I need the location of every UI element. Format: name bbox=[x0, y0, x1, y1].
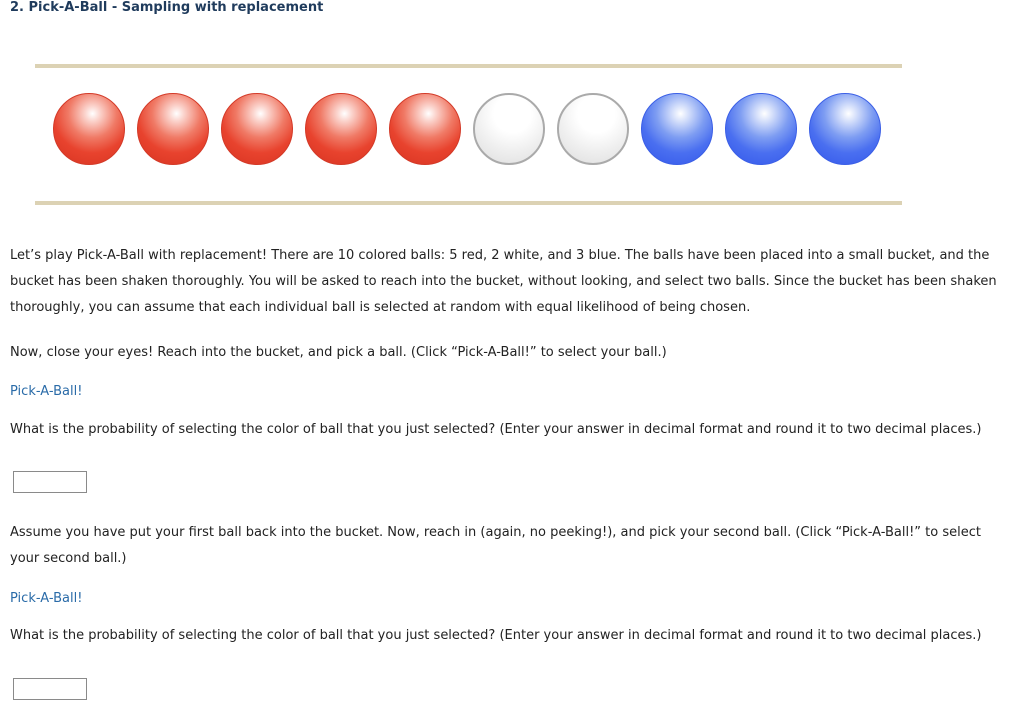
blue-ball bbox=[641, 93, 713, 165]
white-ball bbox=[473, 93, 545, 165]
answer-input-2[interactable] bbox=[13, 678, 87, 700]
step2-instruction: Assume you have put your first ball back into the bucket. Now, reach in (again, no peeking!), and pick your second ball. (Click “Pick-A-Ball!” to select your second ball.) bbox=[10, 525, 981, 566]
intro-text: Let’s play Pick-A-Ball with replacement! There are 10 colored balls: 5 red, 2 white, and 3 blue. The balls have been placed into a small bucket, and the bucket has been shaken thoroughly. You will be asked to reach into the bucket, without looking, and select two balls. Since the bucket has been shaken thoroughly, you can assume that each individual ball is selected at random with equal likelihood of being chosen. bbox=[10, 248, 997, 315]
ball-rail-top bbox=[35, 64, 902, 68]
blue-ball bbox=[809, 93, 881, 165]
question-title: 2. Pick-A-Ball - Sampling with replacement bbox=[10, 0, 324, 15]
ball-row bbox=[53, 93, 893, 167]
step1-instruction: Now, close your eyes! Reach into the bucket, and pick a ball. (Click “Pick-A-Ball!” to select your ball.) bbox=[10, 345, 667, 360]
step1-question: What is the probability of selecting the color of ball that you just selected? (Enter your answer in decimal format and round it to two decimal places.) bbox=[10, 422, 982, 437]
red-ball bbox=[53, 93, 125, 165]
pick-a-ball-link-2[interactable]: Pick-A-Ball! bbox=[10, 591, 83, 606]
red-ball bbox=[389, 93, 461, 165]
step2-question: What is the probability of selecting the color of ball that you just selected? (Enter your answer in decimal format and round it to two decimal places.) bbox=[10, 628, 982, 643]
ball-rail-bottom bbox=[35, 201, 902, 205]
red-ball bbox=[305, 93, 377, 165]
pick-a-ball-link-1[interactable]: Pick-A-Ball! bbox=[10, 384, 83, 399]
white-ball bbox=[557, 93, 629, 165]
blue-ball bbox=[725, 93, 797, 165]
red-ball bbox=[221, 93, 293, 165]
answer-input-1[interactable] bbox=[13, 471, 87, 493]
red-ball bbox=[137, 93, 209, 165]
